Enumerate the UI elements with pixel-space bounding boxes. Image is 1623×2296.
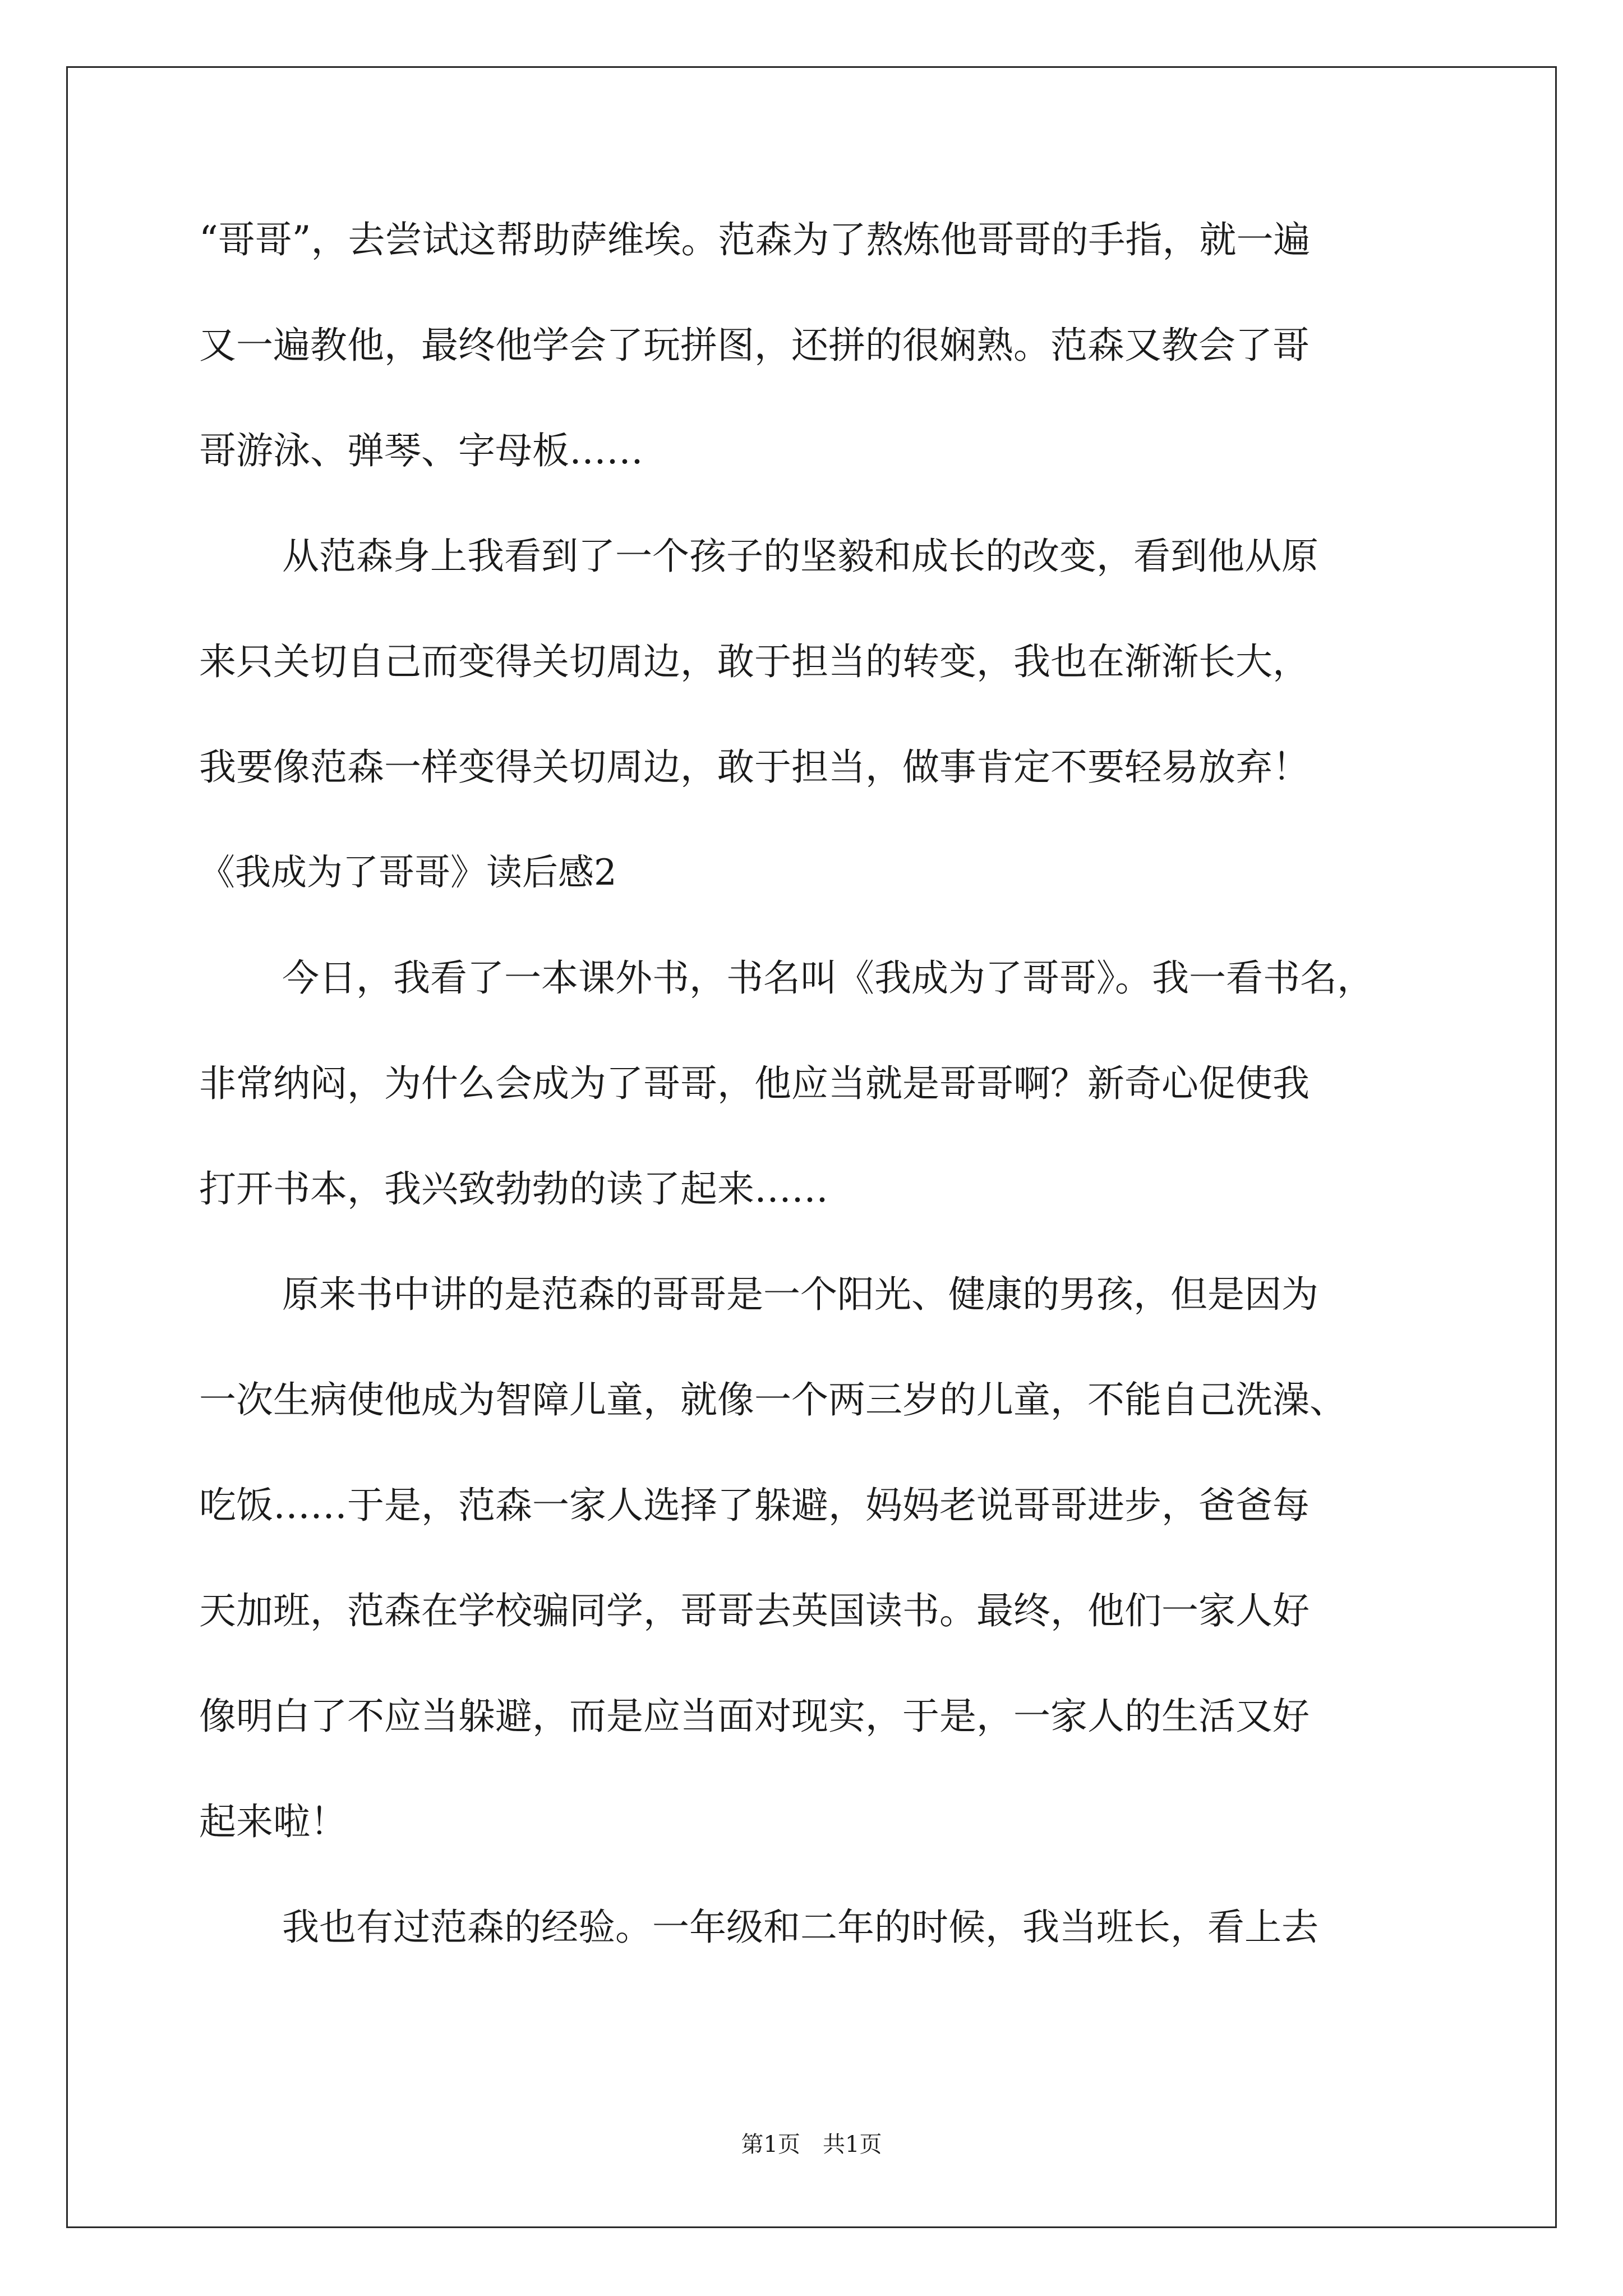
text-line: 天加班，范森在学校骗同学，哥哥去英国读书。最终，他们一家人好: [199, 1589, 1310, 1632]
paragraph-start-line: 原来书中讲的是范森的哥哥是一个阳光、健康的男孩，但是因为: [282, 1273, 1318, 1316]
text-line: 又一遍教他，最终他学会了玩拼图，还拼的很娴熟。范森又教会了哥: [199, 324, 1310, 367]
text-line: 起来啦！: [199, 1800, 347, 1843]
text-line: 非常纳闷，为什么会成为了哥哥，他应当就是哥哥啊？新奇心促使我: [199, 1062, 1310, 1105]
paragraph-start-line: 今日，我看了一本课外书，书名叫《我成为了哥哥》。我一看书名，: [282, 956, 1374, 1000]
text-line: 一次生病使他成为智障儿童，就像一个两三岁的儿童，不能自己洗澡、: [199, 1378, 1347, 1421]
page-number-footer: 第1页 共1页: [741, 2132, 882, 2157]
text-line: “哥哥”，去尝试这帮助萨维埃。范森为了熬炼他哥哥的手指，就一遍: [199, 218, 1311, 261]
text-line: 吃饭……于是，范森一家人选择了躲避，妈妈老说哥哥进步，爸爸每: [199, 1484, 1310, 1527]
section-heading: 《我成为了哥哥》读后感2: [199, 852, 617, 894]
text-line: 哥游泳、弹琴、字母板……: [199, 429, 643, 472]
paragraph-start-line: 我也有过范森的经验。一年级和二年的时候，我当班长，看上去: [282, 1906, 1318, 1949]
text-line: 我要像范森一样变得关切周边，敢于担当，做事肯定不要轻易放弃！: [199, 746, 1310, 789]
text-line: 来只关切自己而变得关切周边，敢于担当的转变，我也在渐渐长大，: [199, 640, 1310, 683]
text-line: 像明白了不应当躲避，而是应当面对现实，于是，一家人的生活又好: [199, 1695, 1310, 1738]
paragraph-start-line: 从范森身上我看到了一个孩子的坚毅和成长的改变，看到他从原: [282, 535, 1318, 578]
text-line: 打开书本，我兴致勃勃的读了起来……: [199, 1167, 828, 1211]
